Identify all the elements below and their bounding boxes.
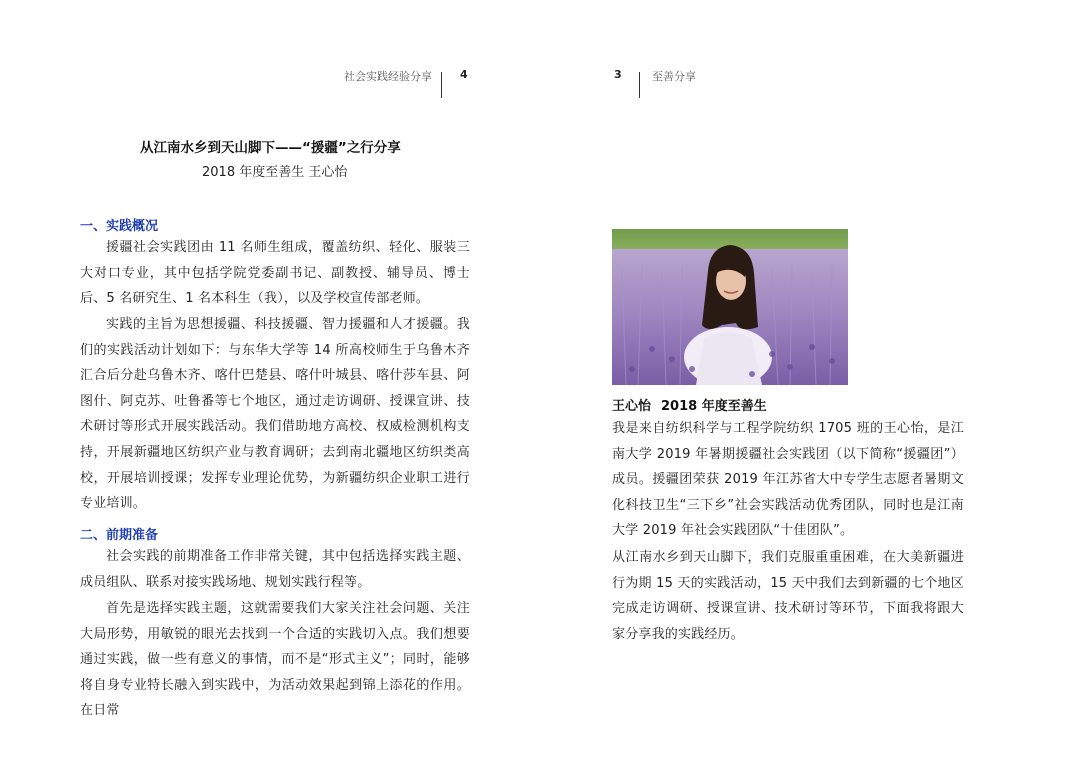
- portrait-photo: [612, 229, 848, 385]
- paragraph: 从江南水乡到天山脚下，我们克服重重困难，在大美新疆进行为期 15 天的实践活动，15 天中我们去到新疆的七个地区完成走访调研、授课宣讲、技术研讨等环节，下面我将跟大家分享我的实践经历。: [612, 550, 964, 642]
- page-number: 3: [614, 68, 622, 81]
- paragraph: 援疆社会实践团由 11 名师生组成，覆盖纺织、轻化、服装三大对口专业，其中包括学院党委副书记、副教授、辅导员、博士后、5 名研究生、1 名本科生（我），以及学校宣传部老师。: [80, 240, 470, 307]
- caption-title: 2018 年度至善生: [661, 399, 767, 414]
- header-divider: [441, 72, 442, 98]
- article-title: 从江南水乡到天山脚下——“援疆”之行分享: [140, 140, 401, 156]
- page-number: 4: [460, 68, 468, 81]
- paragraph: 实践的主旨为思想援疆、科技援疆、智力援疆和人才援疆。我们的实践活动计划如下：与东华大学等 14 所高校师生于乌鲁木齐汇合后分赴乌鲁木齐、喀什巴楚县、喀什叶城县、喀什莎车县、阿图什、阿克苏、吐鲁番等七个地区，通过走访调研、授课宣讲、技术研讨等形式开展实践活动。我们借助地方高校、权威检测机构支持，开展新疆地区纺织产业与教育调研；去到南北疆地区纺织类高校，开展培训授课；发挥专业理论优势，为新疆纺织企业职工进行专业培训。: [80, 317, 470, 512]
- header-divider: [639, 72, 640, 98]
- article-subtitle: 2018 年度至善生 王心怡: [202, 165, 348, 180]
- paragraph: 社会实践的前期准备工作非常关键，其中包括选择实践主题、成员组队、联系对接实践场地、规划实践行程等。: [80, 549, 470, 590]
- caption-name: 王心怡: [612, 399, 652, 414]
- section-heading-overview: 一、实践概况: [80, 219, 159, 234]
- paragraph: 我是来自纺织科学与工程学院纺织 1705 班的王心怡，是江南大学 2019 年暑期援疆社会实践团（以下简称“援疆团”）成员。援疆团荣获 2019 年江苏省大中专学生志愿者暑期文化科技卫生“三下乡”社会实践活动优秀团队，同时也是江南大学 2019 年社会实践团队“十佳团队”。: [612, 421, 964, 539]
- photo-caption: [612, 395, 767, 414]
- paragraph: 首先是选择实践主题，这就需要我们大家关注社会问题、关注大局形势，用敏锐的眼光去找到一个合适的实践切入点。我们想要通过实践，做一些有意义的事情，而不是“形式主义”；同时，能够将自身专业特长融入到实践中，为活动效果起到锦上添花的作用。在日常: [80, 601, 470, 719]
- header-label: 至善分享: [652, 70, 696, 83]
- header-label: 社会实践经验分享: [344, 70, 432, 83]
- section-heading-preparation: 二、前期准备: [80, 528, 159, 543]
